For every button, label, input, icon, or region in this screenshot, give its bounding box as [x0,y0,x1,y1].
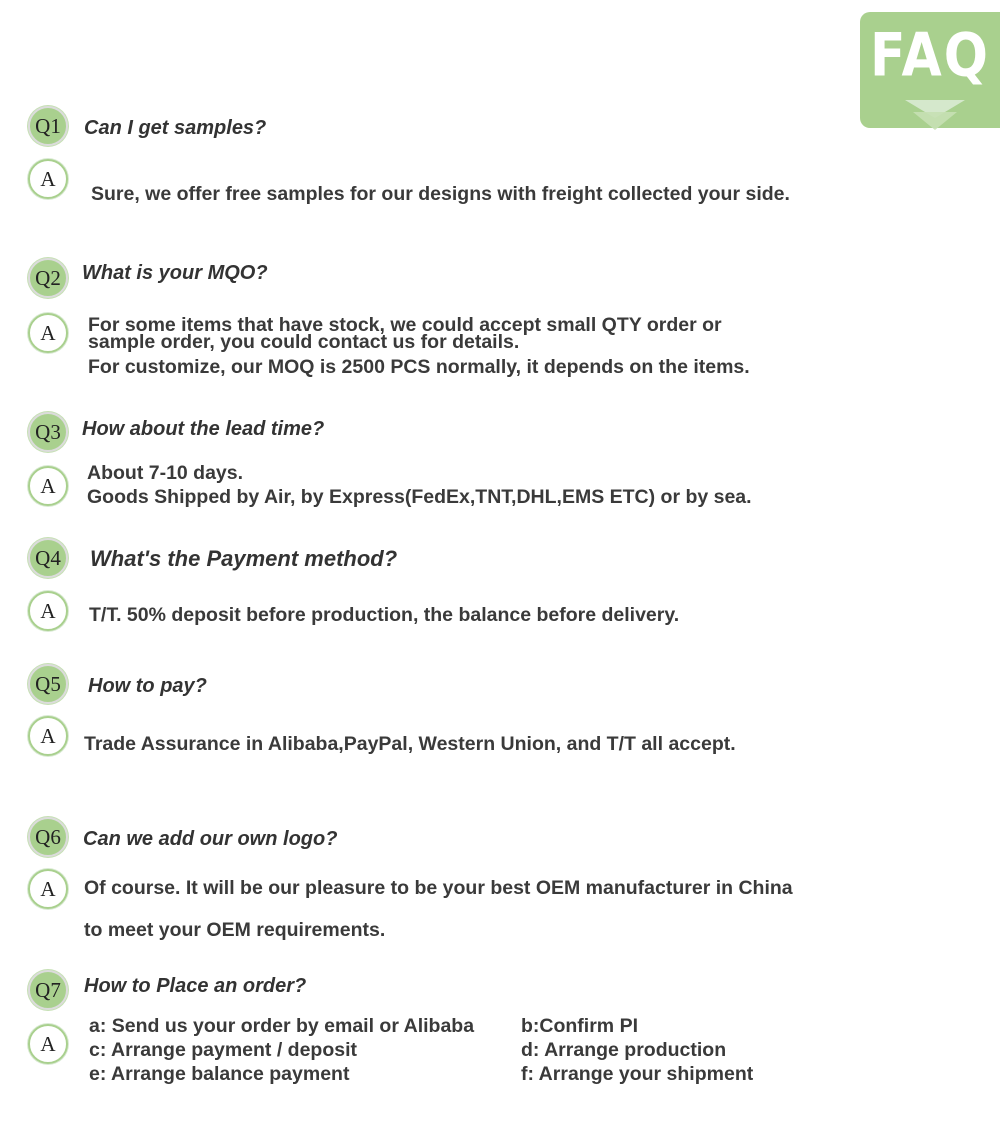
answer-marker-2: A [28,313,68,353]
question-5: How to pay? [88,675,207,697]
question-4: What's the Payment method? [90,546,398,571]
answer-marker-3: A [28,466,68,506]
chevron-down-icon [905,100,965,132]
answer-2-line-1: For some items that have stock, we could accept small QTY order or [88,314,722,336]
order-step-b: b:Confirm PI [521,1015,638,1037]
answer-5 [84,732,736,756]
question-number-7: Q7 [28,970,68,1010]
order-step-d: d: Arrange production [521,1039,727,1061]
order-step-a: a: Send us your order by email or Alibaba [89,1015,475,1037]
faq-badge-label: FAQ [869,21,990,91]
question-number-4: Q4 [28,538,68,578]
answer-marker-4: A [28,591,68,631]
answer-1 [91,182,790,206]
answer-4-line-1: T/T. 50% deposit before production, the balance before delivery. [89,604,680,626]
answer-6 [84,876,793,900]
question-number-6: Q6 [28,817,68,857]
order-steps-row [89,1014,753,1038]
question-1: Can I get samples? [84,117,267,139]
answer-marker-5: A [28,716,68,756]
answer-1-line-1: Sure, we offer free samples for our designs with freight collected your side. [91,183,790,205]
question-7: How to Place an order? [84,975,307,997]
answer-5-line-1: Trade Assurance in Alibaba,PayPal, Western Union, and T/T all accept. [84,733,736,755]
question-number-1: Q1 [28,106,68,146]
question-3: How about the lead time? [82,418,325,440]
order-step-f: f: Arrange your shipment [521,1063,754,1085]
answer-6-line-2-block [84,918,385,942]
answer-2-line-2: sample order, you could contact us for details. [88,331,520,353]
answer-2-line-3: For customize, our MOQ is 2500 PCS normally, it depends on the items. [88,356,750,378]
order-steps [89,1014,753,1086]
answer-3-line-2: Goods Shipped by Air, by Express(FedEx,TNT,DHL,EMS ETC) or by sea. [87,486,752,508]
answer-3-line-1: About 7-10 days. [87,462,244,484]
question-6: Can we add our own logo? [83,828,338,850]
answer-4 [89,603,679,627]
question-number-5: Q5 [28,664,68,704]
order-step-c: c: Arrange payment / deposit [89,1039,358,1061]
answer-2 [88,314,722,353]
answer-3 [87,461,752,509]
answer-marker-1: A [28,159,68,199]
order-steps-row [89,1062,753,1086]
question-number-2: Q2 [28,258,68,298]
answer-2-line-3-block [88,355,750,379]
answer-6-line-2: to meet your OEM requirements. [84,919,386,941]
answer-6-line-1: Of course. It will be our pleasure to be your best OEM manufacturer in China [84,877,793,899]
answer-marker-7: A [28,1024,68,1064]
answer-marker-6: A [28,869,68,909]
order-step-e: e: Arrange balance payment [89,1063,350,1085]
question-number-3: Q3 [28,412,68,452]
faq-badge [860,12,1000,128]
question-2: What is your MQO? [82,262,268,284]
order-steps-row [89,1038,753,1062]
